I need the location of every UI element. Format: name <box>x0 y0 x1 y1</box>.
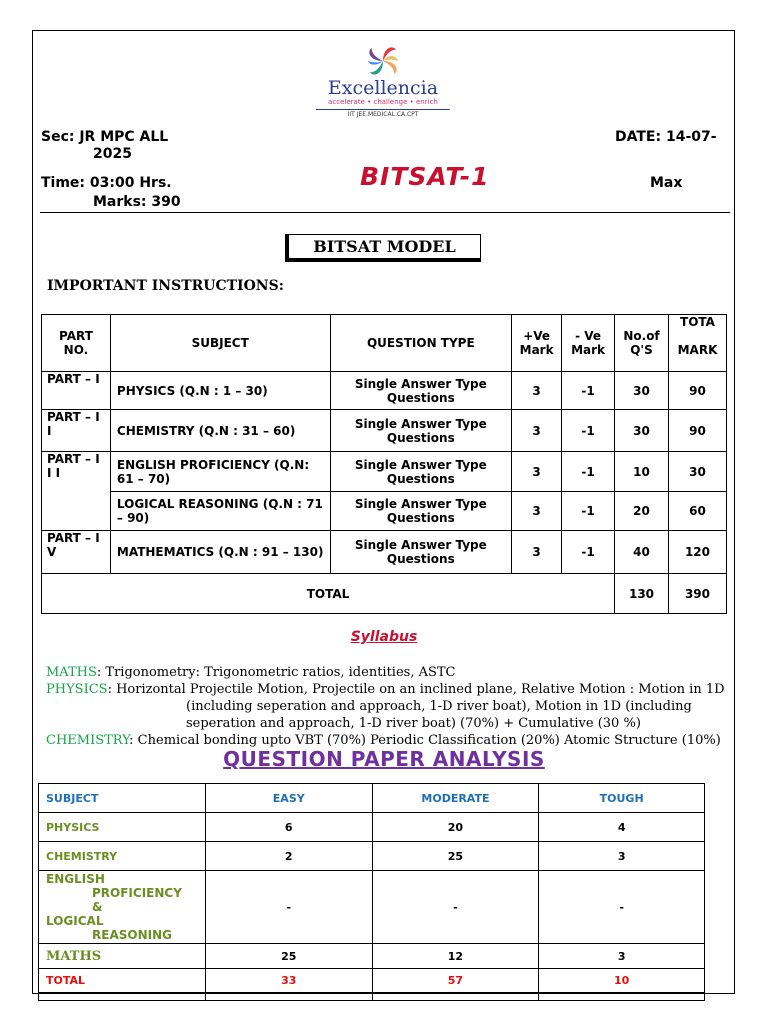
row-negative: -1 <box>562 410 615 452</box>
analysis-tough: 4 <box>539 813 705 842</box>
header-positive-mark: +Ve Mark <box>512 315 562 372</box>
row-count: 30 <box>615 372 669 410</box>
exam-title: BITSAT-1 <box>360 162 490 191</box>
maths-label: MATHS <box>46 665 97 680</box>
row-qtype: Single Answer Type Questions <box>330 452 512 492</box>
logo-name: Excellencia <box>327 77 439 99</box>
row-count: 20 <box>615 492 669 531</box>
row-count: 40 <box>615 531 669 574</box>
header-num-questions: No.of Q'S <box>615 315 669 372</box>
table-row <box>39 944 705 969</box>
subject-line: ENGLISH <box>46 872 105 886</box>
analysis-empty-row <box>39 993 705 1001</box>
analysis-total-easy: 33 <box>205 969 372 993</box>
row-positive: 3 <box>512 452 562 492</box>
table-row <box>42 410 727 452</box>
row-subject: PHYSICS (Q.N : 1 – 30) <box>110 372 330 410</box>
pinwheel-icon <box>364 42 402 80</box>
table-row <box>42 531 727 574</box>
analysis-easy: 25 <box>205 944 372 969</box>
table-row <box>42 452 727 492</box>
marks-table <box>41 314 727 614</box>
row-count: 10 <box>615 452 669 492</box>
total-count: 130 <box>615 574 669 614</box>
analysis-header-moderate: MODERATE <box>372 784 539 813</box>
analysis-table <box>38 783 705 1001</box>
analysis-header-easy: EASY <box>205 784 372 813</box>
analysis-total-label: TOTAL <box>39 969 206 993</box>
subject-line: PROFICIENCY <box>92 886 182 900</box>
logo <box>316 42 450 126</box>
max-marks: Marks: 390 <box>93 194 181 210</box>
row-count: 30 <box>615 410 669 452</box>
row-qtype: Single Answer Type Questions <box>330 492 512 531</box>
subject-line: & <box>92 900 103 914</box>
total-label: TOTAL <box>42 574 615 614</box>
empty-cell <box>539 993 705 1001</box>
table-row <box>39 813 705 842</box>
analysis-heading: QUESTION PAPER ANALYSIS <box>223 747 545 771</box>
row-total: 120 <box>668 531 726 574</box>
analysis-moderate: 12 <box>372 944 539 969</box>
table-header-row <box>42 315 727 372</box>
analysis-header-row <box>39 784 705 813</box>
analysis-subject <box>39 871 206 944</box>
row-qtype: Single Answer Type Questions <box>330 410 512 452</box>
row-total: 90 <box>668 372 726 410</box>
analysis-tough: 3 <box>539 944 705 969</box>
row-part: PART – I <box>42 372 111 410</box>
physics-text-cont: (including seperation and approach, 1-D river boat), Motion in 1D (including <box>186 699 692 714</box>
analysis-easy: - <box>205 871 372 944</box>
model-title: BITSAT MODEL <box>285 234 481 262</box>
table-row <box>42 372 727 410</box>
row-subject: ENGLISH PROFICIENCY (Q.N: 61 – 70) <box>110 452 330 492</box>
exam-time: Time: 03:00 Hrs. <box>41 175 172 191</box>
row-positive: 3 <box>512 372 562 410</box>
row-negative: -1 <box>562 531 615 574</box>
analysis-easy: 6 <box>205 813 372 842</box>
analysis-easy: 2 <box>205 842 372 871</box>
empty-cell <box>205 993 372 1001</box>
table-row <box>39 842 705 871</box>
exam-date: DATE: 14-07- <box>615 129 717 145</box>
physics-label: PHYSICS <box>46 682 108 697</box>
row-total: 30 <box>668 452 726 492</box>
row-subject: LOGICAL REASONING (Q.N : 71 – 90) <box>110 492 330 531</box>
analysis-subject: CHEMISTRY <box>39 842 206 871</box>
section-label: Sec: JR MPC ALL <box>41 129 169 145</box>
subject-line: REASONING <box>92 928 172 942</box>
analysis-tough: - <box>539 871 705 944</box>
max-label: Max <box>650 175 683 191</box>
row-positive: 3 <box>512 531 562 574</box>
header-part: PART NO. <box>42 315 111 372</box>
analysis-subject: PHYSICS <box>39 813 206 842</box>
analysis-moderate: - <box>372 871 539 944</box>
logo-subtitle: IIT JEE.MEDICAL.CA.CPT <box>316 109 450 119</box>
row-total: 90 <box>668 410 726 452</box>
header-divider <box>40 212 730 213</box>
header-total-top: TOTA <box>680 315 715 329</box>
chemistry-label: CHEMISTRY <box>46 733 130 748</box>
syllabus-heading: Syllabus <box>350 629 418 645</box>
header-total-bottom: MARK <box>677 343 718 357</box>
row-subject: MATHEMATICS (Q.N : 91 – 130) <box>110 531 330 574</box>
syllabus-block <box>46 664 736 749</box>
row-negative: -1 <box>562 372 615 410</box>
maths-text: : Trigonometry: Trigonometric ratios, identities, ASTC <box>96 665 456 680</box>
analysis-header-tough: TOUGH <box>539 784 705 813</box>
row-total: 60 <box>668 492 726 531</box>
row-part: PART – I I <box>42 410 111 452</box>
row-part: PART – I I I <box>42 452 111 531</box>
row-positive: 3 <box>512 410 562 452</box>
analysis-header-subject: SUBJECT <box>39 784 206 813</box>
subject-line: LOGICAL <box>46 914 104 928</box>
row-subject: CHEMISTRY (Q.N : 31 – 60) <box>110 410 330 452</box>
logo-tagline: accelerate • challenge • enrich <box>328 98 438 106</box>
physics-text-cont2: seperation and approach, 1-D river boat) (70%) + Cumulative (30 %) <box>186 716 641 731</box>
header-subject: SUBJECT <box>110 315 330 372</box>
table-row <box>42 492 727 531</box>
analysis-total-moderate: 57 <box>372 969 539 993</box>
chemistry-text: : Chemical bonding upto VBT (70%) Periodic Classification (20%) Atomic Structure (10%) <box>129 733 721 748</box>
header-negative-mark: - Ve Mark <box>562 315 615 372</box>
analysis-moderate: 20 <box>372 813 539 842</box>
row-positive: 3 <box>512 492 562 531</box>
syllabus-physics <box>46 681 736 698</box>
total-marks: 390 <box>668 574 726 614</box>
analysis-total-row <box>39 969 705 993</box>
instructions-heading: IMPORTANT INSTRUCTIONS: <box>47 278 284 294</box>
analysis-moderate: 25 <box>372 842 539 871</box>
physics-text: : Horizontal Projectile Motion, Projectile on an inclined plane, Relative Motion : Motion in 1D <box>107 682 725 697</box>
table-row <box>39 871 705 944</box>
row-qtype: Single Answer Type Questions <box>330 531 512 574</box>
empty-cell <box>372 993 539 1001</box>
analysis-tough: 3 <box>539 842 705 871</box>
header-total-mark <box>668 315 726 372</box>
analysis-total-tough: 10 <box>539 969 705 993</box>
table-total-row <box>42 574 727 614</box>
empty-cell <box>39 993 206 1001</box>
section-year: 2025 <box>93 146 132 162</box>
row-negative: -1 <box>562 492 615 531</box>
row-qtype: Single Answer Type Questions <box>330 372 512 410</box>
syllabus-maths <box>46 664 736 681</box>
row-part: PART – I V <box>42 531 111 574</box>
header-question-type: QUESTION TYPE <box>330 315 512 372</box>
analysis-subject: MATHS <box>39 944 206 969</box>
row-negative: -1 <box>562 452 615 492</box>
